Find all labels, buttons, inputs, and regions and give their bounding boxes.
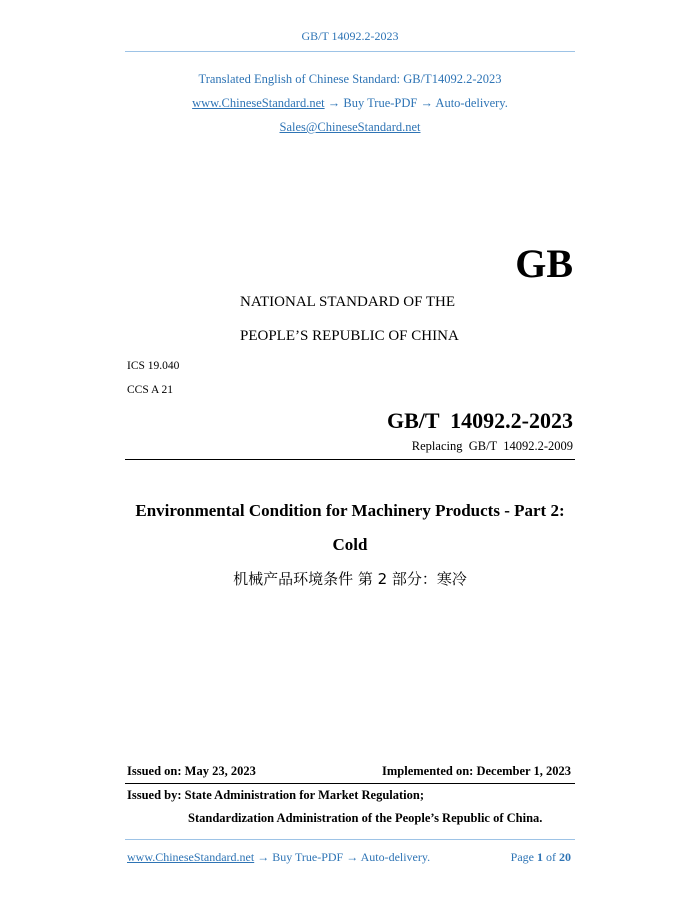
page-of: of xyxy=(546,850,556,864)
translation-notice: Translated English of Chinese Standard: GB/T14092.2-2023 xyxy=(198,72,502,86)
page-label: Page xyxy=(510,850,534,864)
running-header: GB/T 14092.2-2023 xyxy=(301,29,399,43)
replacing-note: Replacing GB/T 14092.2-2009 xyxy=(411,439,573,453)
issued-by-authority-1: State Administration for Market Regulation; xyxy=(181,788,425,802)
footer-divider xyxy=(125,839,575,840)
gb-logo: GB xyxy=(515,241,573,286)
ccs-code: CCS A 21 xyxy=(127,384,174,396)
standard-number: GB/T 14092.2-2023 xyxy=(386,408,573,433)
national-standard-line2: PEOPLE’S REPUBLIC OF CHINA xyxy=(240,328,459,344)
title-divider xyxy=(125,459,575,460)
footer-purchase xyxy=(127,850,430,865)
email-line xyxy=(0,120,700,135)
purchase-text: → Buy True-PDF → Auto-delivery. xyxy=(324,96,508,110)
national-standard-line1: NATIONAL STANDARD OF THE xyxy=(240,294,456,310)
issued-by xyxy=(127,788,424,803)
issuance-divider xyxy=(125,783,575,784)
title-english-line1: Environmental Condition for Machinery Products - Part 2: xyxy=(135,501,565,520)
site-link[interactable]: www.ChineseStandard.net xyxy=(192,96,325,110)
page-indicator xyxy=(511,850,571,865)
purchase-line xyxy=(0,96,700,111)
title-chinese: 机械产品环境条件 第 2 部分：寒冷 xyxy=(233,570,467,588)
implemented-on: Implemented on: December 1, 2023 xyxy=(382,764,571,778)
issued-on: Issued on: May 23, 2023 xyxy=(127,764,256,778)
footer-site-link[interactable]: www.ChineseStandard.net xyxy=(127,850,255,864)
header-divider xyxy=(125,51,575,52)
email-link[interactable]: Sales@ChineseStandard.net xyxy=(279,120,421,134)
page-current: 1 xyxy=(537,850,543,864)
page-total: 20 xyxy=(559,850,571,864)
title-english-line2: Cold xyxy=(332,535,368,554)
footer-purchase-text: → Buy True-PDF → Auto-delivery. xyxy=(254,850,431,864)
ics-code: ICS 19.040 xyxy=(127,360,180,372)
issued-by-label: Issued by: xyxy=(127,788,182,802)
issued-by-authority-2: Standardization Administration of the People’s Republic of China. xyxy=(188,811,543,825)
